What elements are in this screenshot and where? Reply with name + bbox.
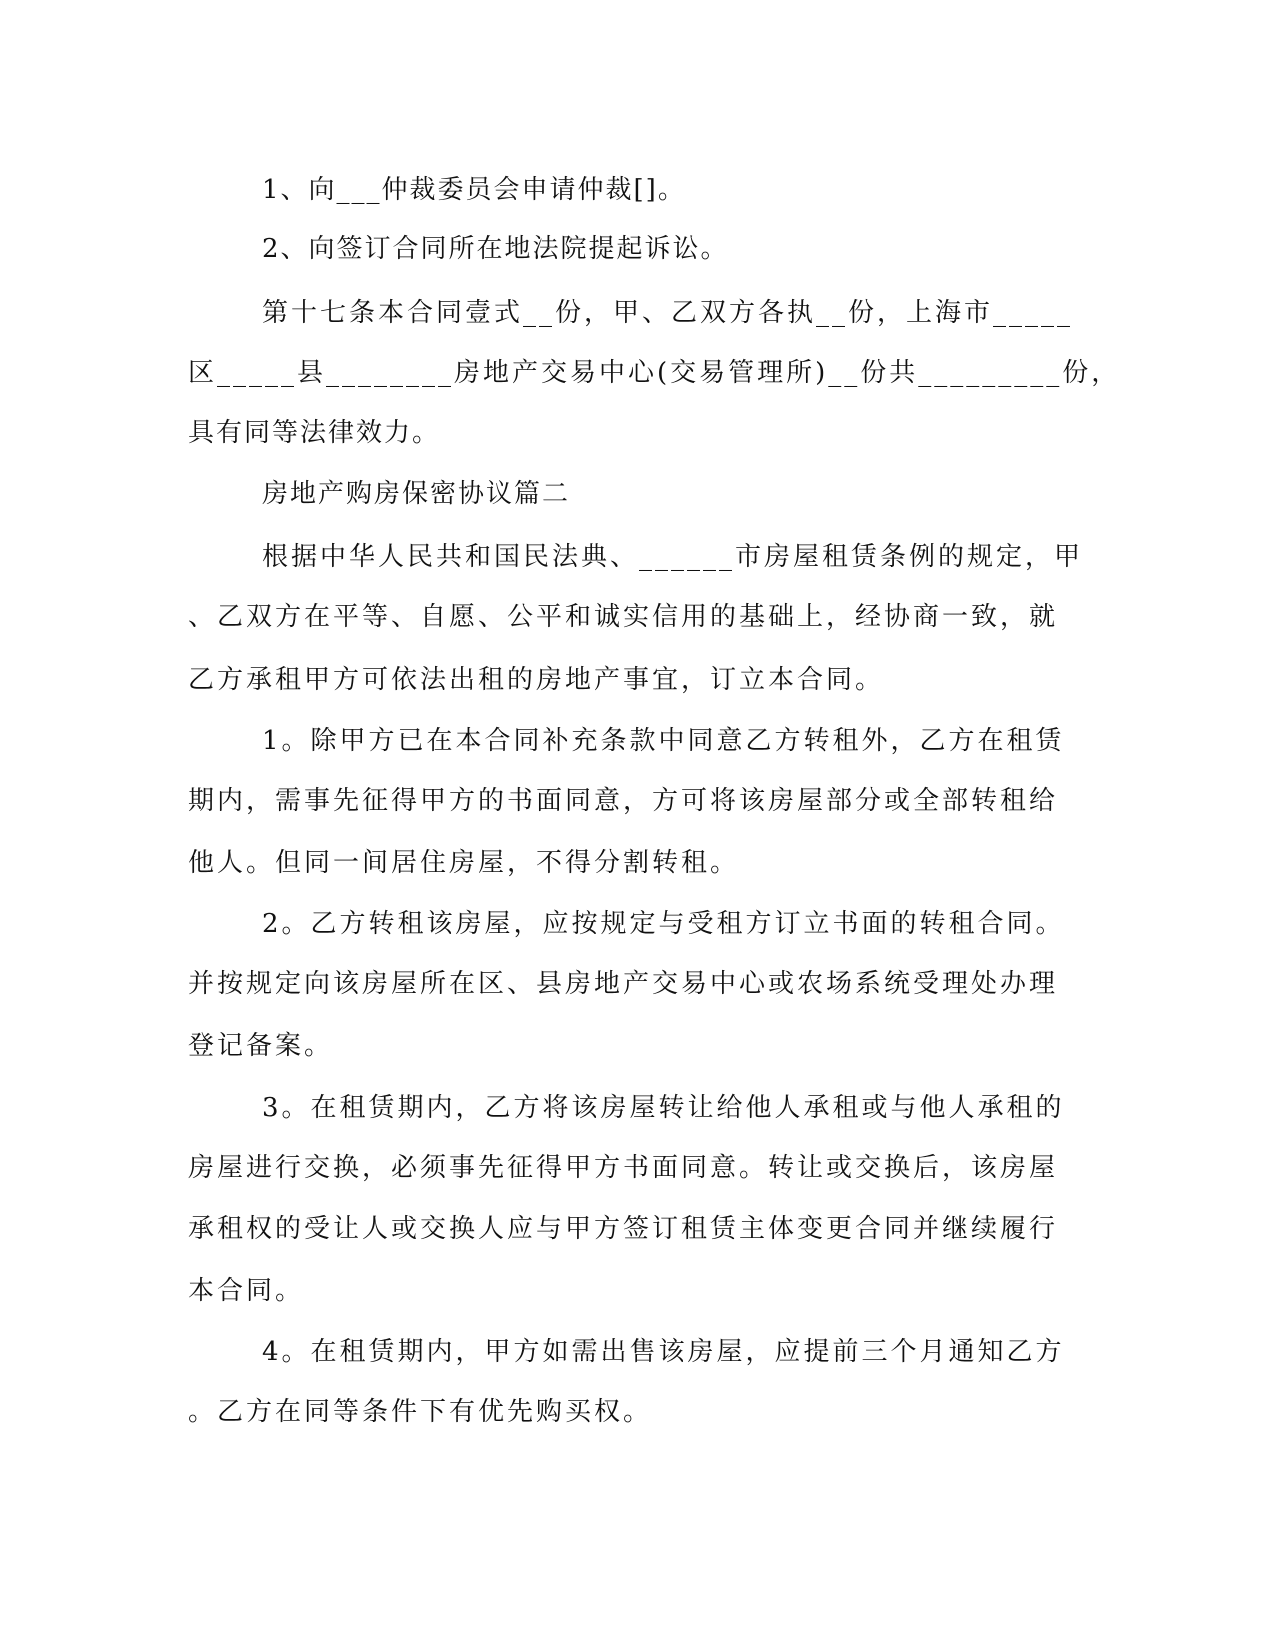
clause-3-line-2: 房屋进行交换，必须事先征得甲方书面同意。转让或交换后，该房屋 <box>188 1153 1059 1183</box>
preamble-line-2: 、乙双方在平等、自愿、公平和诚实信用的基础上，经协商一致，就 <box>188 602 1059 632</box>
clause-4-line-1: 4。在租赁期内，甲方如需出售该房屋，应提前三个月通知乙方 <box>262 1337 1065 1367</box>
clause-2-line-2: 并按规定向该房屋所在区、县房地产交易中心或农场系统受理处办理 <box>188 969 1059 999</box>
clause-1-line-2: 期内，需事先征得甲方的书面同意，方可将该房屋部分或全部转租给 <box>188 786 1059 816</box>
clause-2-line-3: 登记备案。 <box>188 1031 334 1061</box>
preamble-line-1: 根据中华人民共和国民法典、______市房屋租赁条例的规定，甲 <box>262 542 1084 572</box>
clause-2-line-1: 2。乙方转租该房屋，应按规定与受租方订立书面的转租合同。 <box>262 909 1065 939</box>
clause-3-line-3: 承租权的受让人或交换人应与甲方签订租赁主体变更合同并继续履行 <box>188 1214 1059 1244</box>
clause-3-line-4: 本合同。 <box>188 1276 305 1306</box>
dispute-option-arbitration: 1、向___仲裁委员会申请仲裁[]。 <box>262 175 686 205</box>
clause-1-line-1: 1。除甲方已在本合同补充条款中同意乙方转租外，乙方在租赁 <box>262 726 1065 756</box>
preamble-line-3: 乙方承租甲方可依法出租的房地产事宜，订立本合同。 <box>188 665 885 695</box>
article-17-line-1: 第十七条本合同壹式__份，甲、乙双方各执__份，上海市_____ <box>262 298 1074 328</box>
article-17-line-2: 区_____县________房地产交易中心(交易管理所)__份共_________份， <box>188 358 1121 388</box>
dispute-option-litigation: 2、向签订合同所在地法院提起诉讼。 <box>262 234 729 264</box>
article-17-line-3: 具有同等法律效力。 <box>188 418 441 448</box>
clause-4-line-2: 。乙方在同等条件下有优先购买权。 <box>188 1397 653 1427</box>
clause-1-line-3: 他人。但同一间居住房屋，不得分割转租。 <box>188 848 740 878</box>
section-heading: 房地产购房保密协议篇二 <box>262 479 571 509</box>
clause-3-line-1: 3。在租赁期内，乙方将该房屋转让给他人承租或与他人承租的 <box>262 1093 1065 1123</box>
